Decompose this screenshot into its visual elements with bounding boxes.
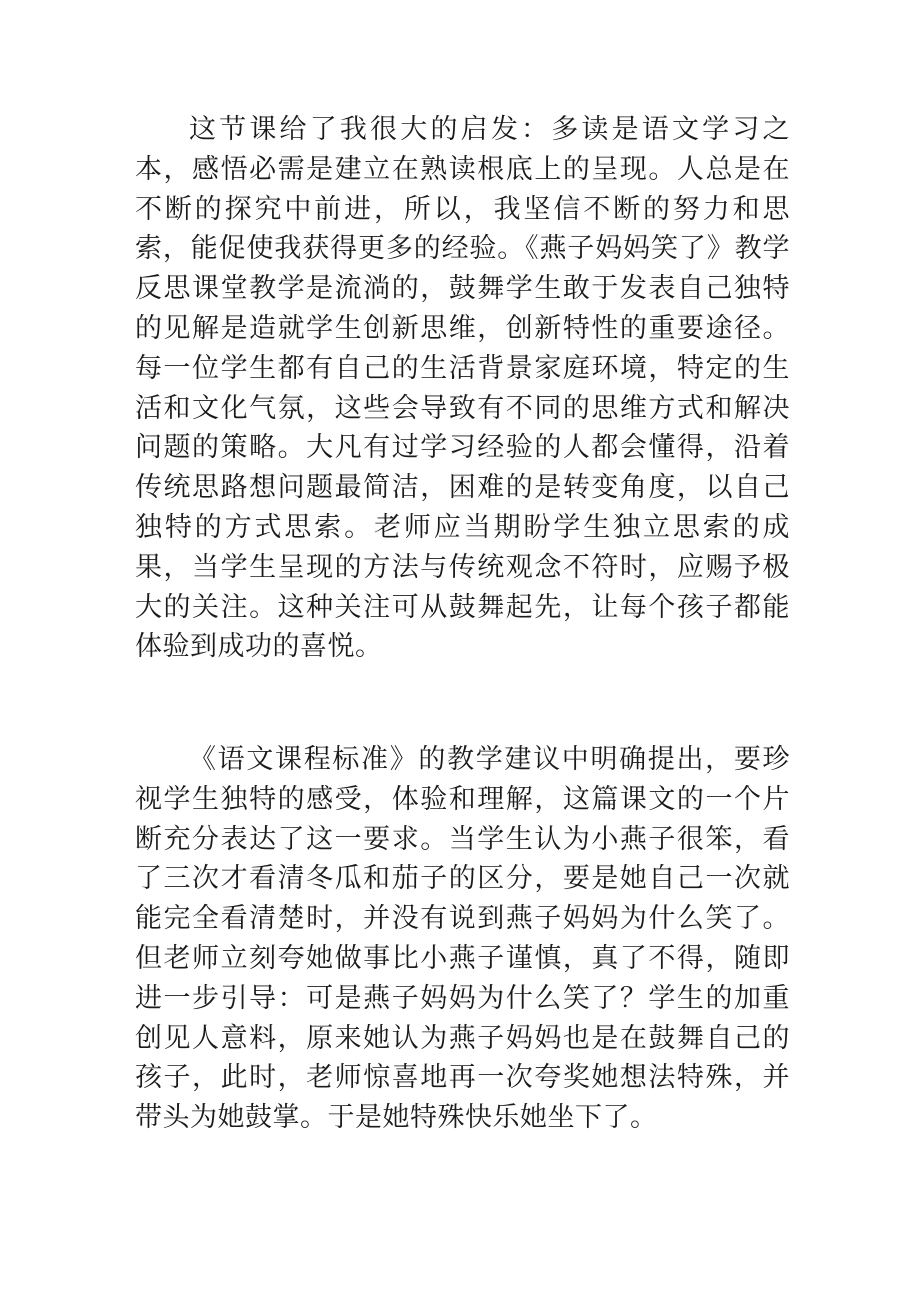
body-paragraph: 这节课给了我很大的启发：多读是语文学习之本，感悟必需是建立在熟读根底上的呈现。人总是在不断的探究中前进，所以，我坚信不断的努力和思索，能促使我获得更多的经验。《燕子妈妈笑了》教学反思课堂教学是流淌的，鼓舞学生敢于发表自己独特的见解是造就学生创新思维，创新特性的重要途径。每一位学生都有自己的生活背景家庭环境，特定的生活和文化气氛，这些会导致有不同的思维方式和解决问题的策略。大凡有过学习经验的人都会懂得，沿着传统思路想问题最简洁，困难的是转变角度，以自己独特的方式思索。老师应当期盼学生独立思索的成果，当学生呈现的方法与传统观念不符时，应赐予极大的关注。这种关注可从鼓舞起先，让每个孩子都能体验到成功的喜悦。 <box>135 114 790 663</box>
body-paragraph: 《语文课程标准》的教学建议中明确提出，要珍视学生独特的感受，体验和理解，这篇课文的一个片断充分表达了这一要求。当学生认为小燕子很笨，看了三次才看清冬瓜和茄子的区分，要是她自己一次就能完全看清楚时，并没有说到燕子妈妈为什么笑了。但老师立刻夸她做事比小燕子谨慎，真了不得，随即进一步引导：可是燕子妈妈为什么笑了？学生的加重创见人意料，原来她认为燕子妈妈也是在鼓舞自己的孩子，此时，老师惊喜地再一次夸奖她想法特殊，并带头为她鼓掌。于是她特殊快乐她坐下了。 <box>135 744 790 1134</box>
